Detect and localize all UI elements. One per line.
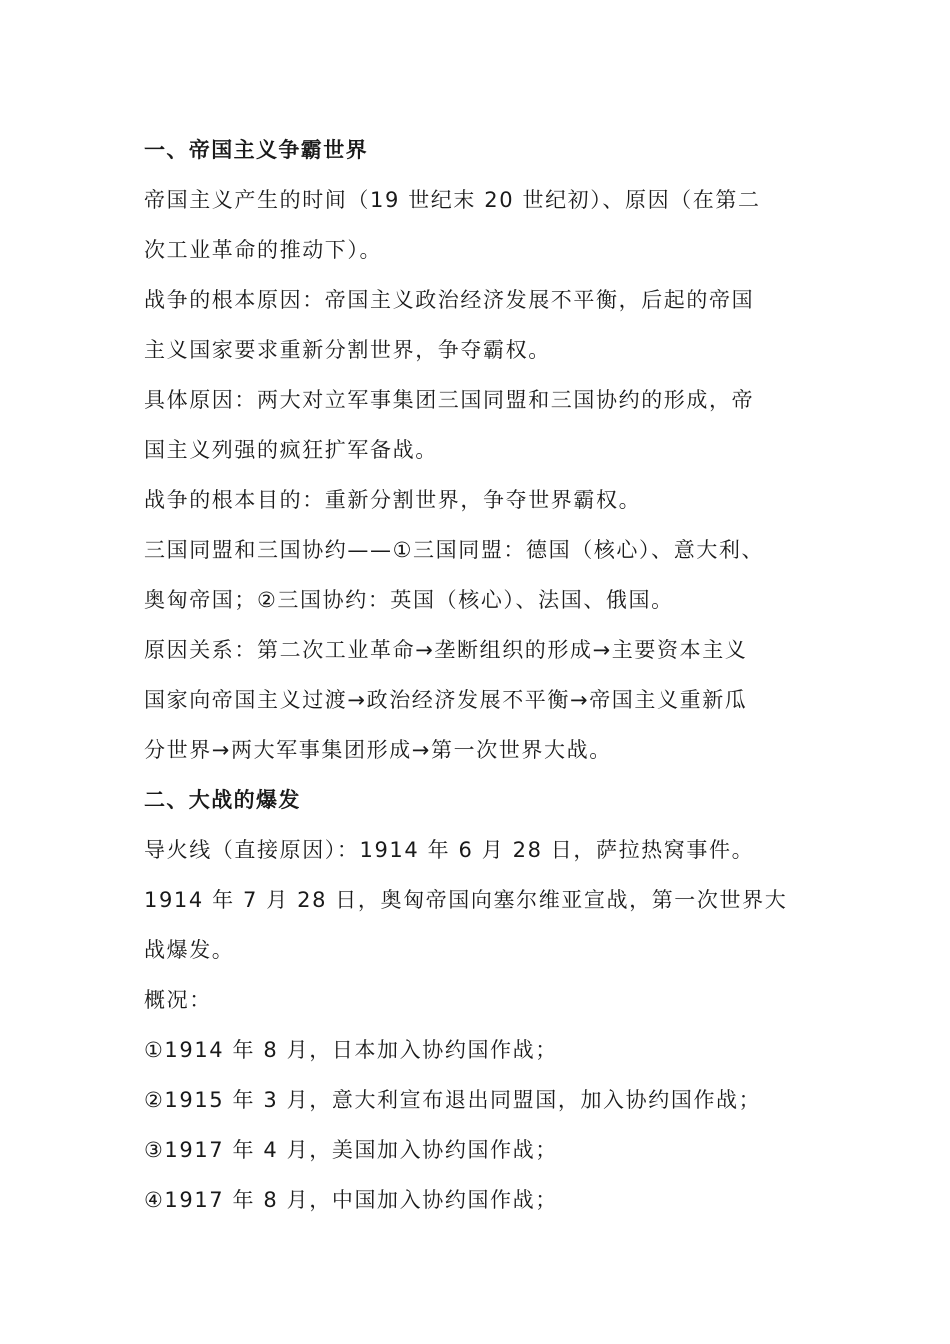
paragraph-line: 奥匈帝国；②三国协约：英国（核心）、法国、俄国。	[144, 588, 674, 612]
section-heading-2: 二、大战的爆发	[144, 788, 301, 812]
list-item: ②1915 年 3 月，意大利宣布退出同盟国，加入协约国作战；	[144, 1088, 762, 1112]
paragraph-line: 导火线（直接原因）：1914 年 6 月 28 日，萨拉热窝事件。	[144, 838, 755, 862]
list-item: ①1914 年 8 月，日本加入协约国作战；	[144, 1038, 558, 1062]
list-item: ③1917 年 4 月，美国加入协约国作战；	[144, 1138, 558, 1162]
paragraph-line: 三国同盟和三国协约——①三国同盟：德国（核心）、意大利、	[144, 538, 765, 562]
paragraph-line: 原因关系：第二次工业革命→垄断组织的形成→主要资本主义	[144, 638, 748, 662]
paragraph-line: 战爆发。	[144, 938, 235, 962]
paragraph-line: 具体原因：两大对立军事集团三国同盟和三国协约的形成，帝	[144, 388, 755, 412]
paragraph-line: 次工业革命的推动下）。	[144, 238, 383, 262]
section-heading-1: 一、帝国主义争霸世界	[144, 138, 368, 162]
paragraph-line: 国家向帝国主义过渡→政治经济发展不平衡→帝国主义重新瓜	[144, 688, 748, 712]
paragraph-line: 概况：	[144, 988, 212, 1012]
list-item: ④1917 年 8 月，中国加入协约国作战；	[144, 1188, 558, 1212]
paragraph-line: 战争的根本原因：帝国主义政治经济发展不平衡，后起的帝国	[144, 288, 755, 312]
paragraph-line: 国主义列强的疯狂扩军备战。	[144, 438, 438, 462]
paragraph-line: 1914 年 7 月 28 日，奥匈帝国向塞尔维亚宣战，第一次世界大	[144, 888, 788, 912]
paragraph-line: 战争的根本目的：重新分割世界，争夺世界霸权。	[144, 488, 642, 512]
paragraph-line: 主义国家要求重新分割世界，争夺霸权。	[144, 338, 551, 362]
paragraph-line: 帝国主义产生的时间（19 世纪末 20 世纪初）、原因（在第二	[144, 188, 761, 212]
paragraph-line: 分世界→两大军事集团形成→第一次世界大战。	[144, 738, 612, 762]
document-page	[144, 125, 834, 1225]
